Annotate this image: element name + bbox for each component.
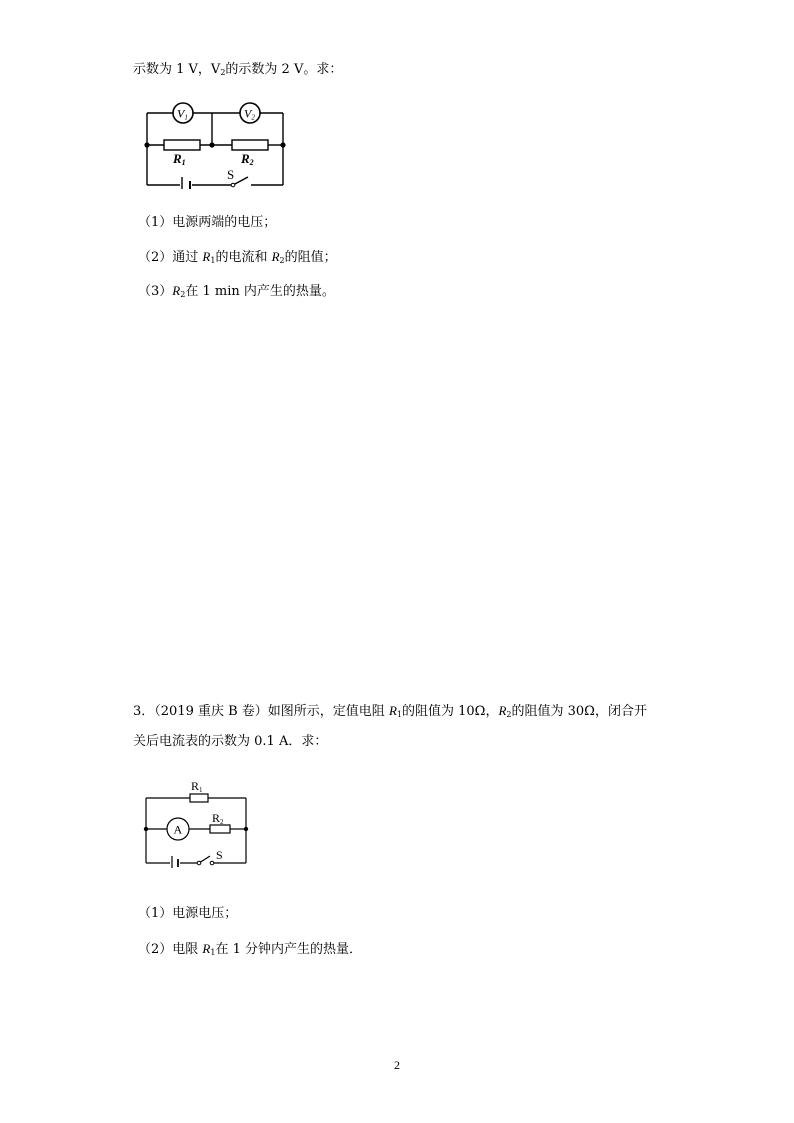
junction-dot — [280, 142, 285, 147]
q2-item-1 — [138, 214, 276, 232]
intro-text-b: 的示数为 2 V。求： — [225, 62, 343, 77]
q2-item-1-text: （1）电源两端的电压； — [138, 215, 277, 230]
q2-item-2-c: 的阻值； — [284, 250, 337, 265]
intro-sub: 2 — [220, 68, 226, 77]
q3-item-2-a: （2）电限 — [138, 942, 203, 957]
q3-line1-b: 的阻值为 10Ω， — [402, 704, 499, 719]
q3-item-1 — [138, 905, 237, 923]
junction-dot — [244, 827, 248, 831]
q3-item-2-b: 在 1 分钟内产生的热量． — [215, 942, 362, 957]
q3-line1-a: 3．（2019 重庆 B 卷）如图所示，定值电阻 — [133, 704, 389, 719]
q2-item-2-b: 的电流和 — [215, 250, 272, 265]
r2-label: R2 — [212, 811, 224, 826]
r1-label: R1 — [173, 151, 186, 167]
q3-item-2-r-sub: 1 — [210, 948, 216, 957]
q3-line1-r2-sub: 2 — [506, 710, 512, 719]
q3-item-2-r: R — [202, 941, 211, 956]
q3-line1-c: 的阻值为 30Ω，闭合开 — [511, 704, 647, 719]
voltmeter-v1-label: V1 — [177, 106, 188, 122]
switch-contact — [210, 861, 214, 865]
intro-text-a: 示数为 1 V，V — [133, 62, 221, 77]
q2-item-3-b: 在 1 min 内产生的热量。 — [185, 284, 335, 299]
q3-line2-text: 关后电流表的示数为 0.1 A．求： — [133, 734, 328, 749]
junction-dot — [209, 142, 214, 147]
r1-label: R1 — [191, 779, 203, 794]
circuit-figure-1 — [140, 97, 290, 189]
q2-item-2 — [138, 248, 337, 270]
page-number: 2 — [394, 1058, 400, 1072]
switch-label: S — [227, 167, 235, 182]
q2-item-3-r-sub: 2 — [180, 290, 186, 299]
switch-contact — [197, 861, 201, 865]
junction-dot — [144, 827, 148, 831]
q2-item-2-r2: R — [271, 249, 280, 264]
q2-item-2-r1: R — [202, 249, 211, 264]
voltmeter-v2-label: V2 — [244, 106, 255, 122]
q2-item-3-r: R — [172, 283, 181, 298]
r2-label: R2 — [241, 151, 254, 167]
switch-label: S — [216, 848, 223, 862]
q2-item-2-r2-sub: 2 — [279, 256, 285, 265]
junction-dot — [144, 142, 149, 147]
circuit-figure-2 — [140, 776, 255, 868]
switch-contact — [231, 183, 235, 187]
q2-item-3-a: （3） — [138, 284, 173, 299]
q3-line1-r1-sub: 1 — [396, 710, 402, 719]
q3-line1-r1: R — [388, 703, 397, 718]
intro-line — [133, 61, 342, 82]
q3-item-1-text: （1）电源电压； — [138, 906, 238, 921]
ammeter-label: A — [173, 822, 183, 837]
q2-item-2-r1-sub: 1 — [210, 256, 216, 265]
q3-stem-line-1 — [133, 702, 647, 724]
q2-item-2-a: （2）通过 — [138, 250, 203, 265]
q3-item-2 — [138, 940, 362, 962]
q3-line1-r2: R — [498, 703, 507, 718]
q3-stem-line-2 — [133, 733, 327, 751]
q2-item-3 — [138, 282, 335, 304]
